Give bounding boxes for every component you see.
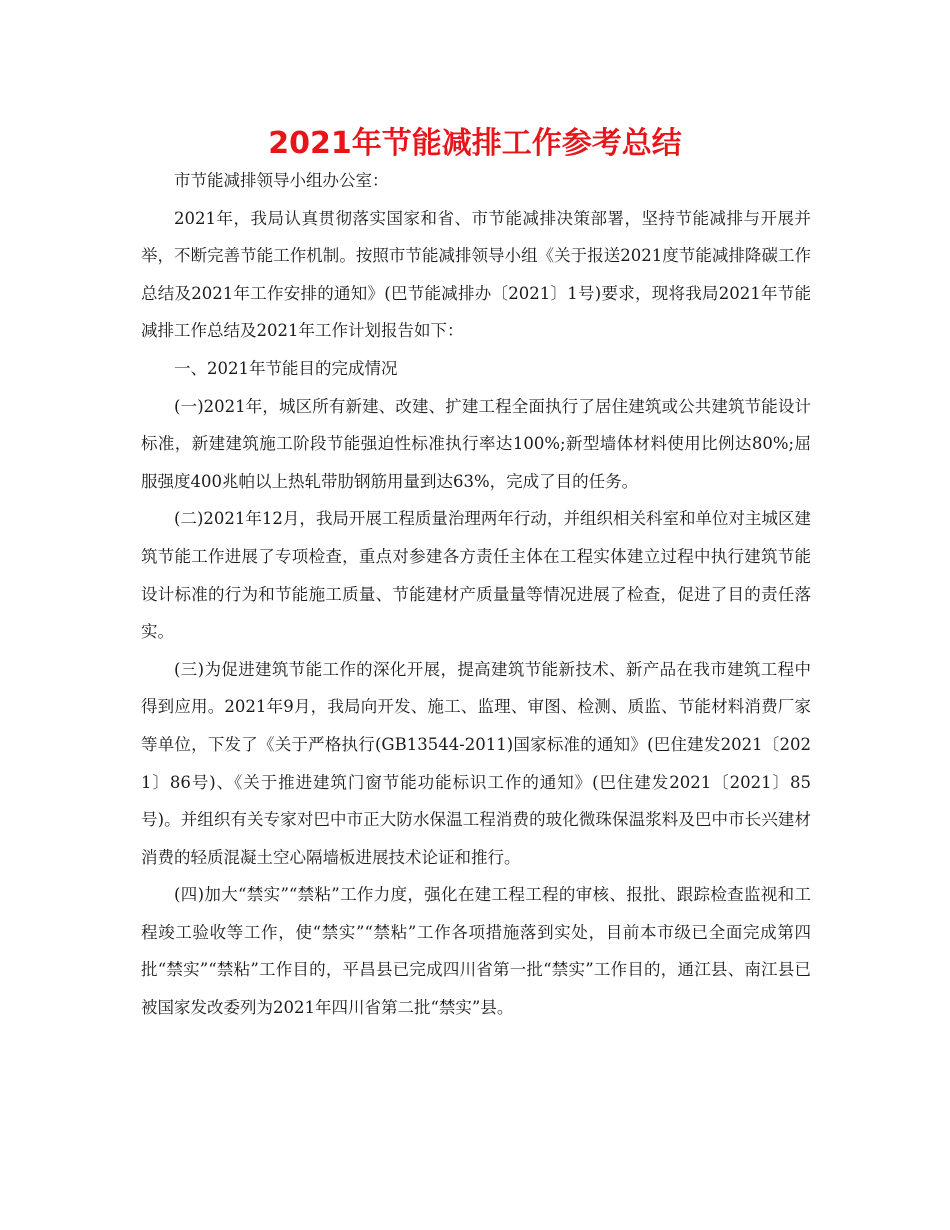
- paragraph-intro: 2021年，我局认真贯彻落实国家和省、市节能减排决策部署，坚持节能减排与开展并举，不断完善节能工作机制。按照市节能减排领导小组《关于报送2021度节能减排降碳工作总结及2021年工作安排的通知》(巴节能减排办〔2021〕1号)要求，现将我局2021年节能减排工作总结及2021年工作计划报告如下：: [141, 208, 811, 341]
- section-heading-1: 一、2021年节能目的完成情况: [174, 358, 398, 378]
- paragraph-item-1: (一)2021年，城区所有新建、改建、扩建工程全面执行了居住建筑或公共建筑节能设计标准，新建建筑施工阶段节能强迫性标准执行率达100%;新型墙体材料使用比例达80%;屈服强度400兆帕以上热轧带肋钢筋用量到达63%，完成了目的任务。: [141, 396, 811, 491]
- paragraph-item-2: (二)2021年12月，我局开展工程质量治理两年行动，并组织相关科室和单位对主城区建筑节能工作进展了专项检查，重点对参建各方责任主体在工程实体建立过程中执行建筑节能设计标准的行为和节能施工质量、节能建材产质量量等情况进展了检查，促进了目的责任落实。: [141, 509, 811, 642]
- paragraph-item-4: (四)加大“禁实”“禁粘”工作力度，强化在建工程工程的审核、报批、跟踪检查监视和工程竣工验收等工作，使“禁实”“禁粘”工作各项措施落到实处，目前本市级已全面完成第四批“禁实”“禁粘”工作目的，平昌县已完成四川省第一批“禁实”工作目的，通江县、南江县已被国家发改委列为2021年四川省第二批“禁实”县。: [141, 885, 811, 1018]
- salutation: 市节能减排领导小组办公室：: [174, 171, 389, 190]
- document-title: 2021年节能减排工作参考总结: [268, 126, 682, 161]
- document-body: [141, 162, 811, 1027]
- paragraph-item-3: (三)为促进建筑节能工作的深化开展，提高建筑节能新技术、新产品在我市建筑工程中得到应用。2021年9月，我局向开发、施工、监理、审图、检测、质监、节能材料消费厂家等单位，下发了《关于严格执行(GB13544-2011)国家标准的通知》(巴住建发2021〔2021〕86号)、《关于推进建筑门窗节能功能标识工作的通知》(巴住建发2021〔2021〕85号)。并组织有关专家对巴中市正大防水保温工程消费的玻化微珠保温浆料及巴中市长兴建材消费的轻质混凝土空心隔墙板进展技术论证和推行。: [141, 659, 811, 867]
